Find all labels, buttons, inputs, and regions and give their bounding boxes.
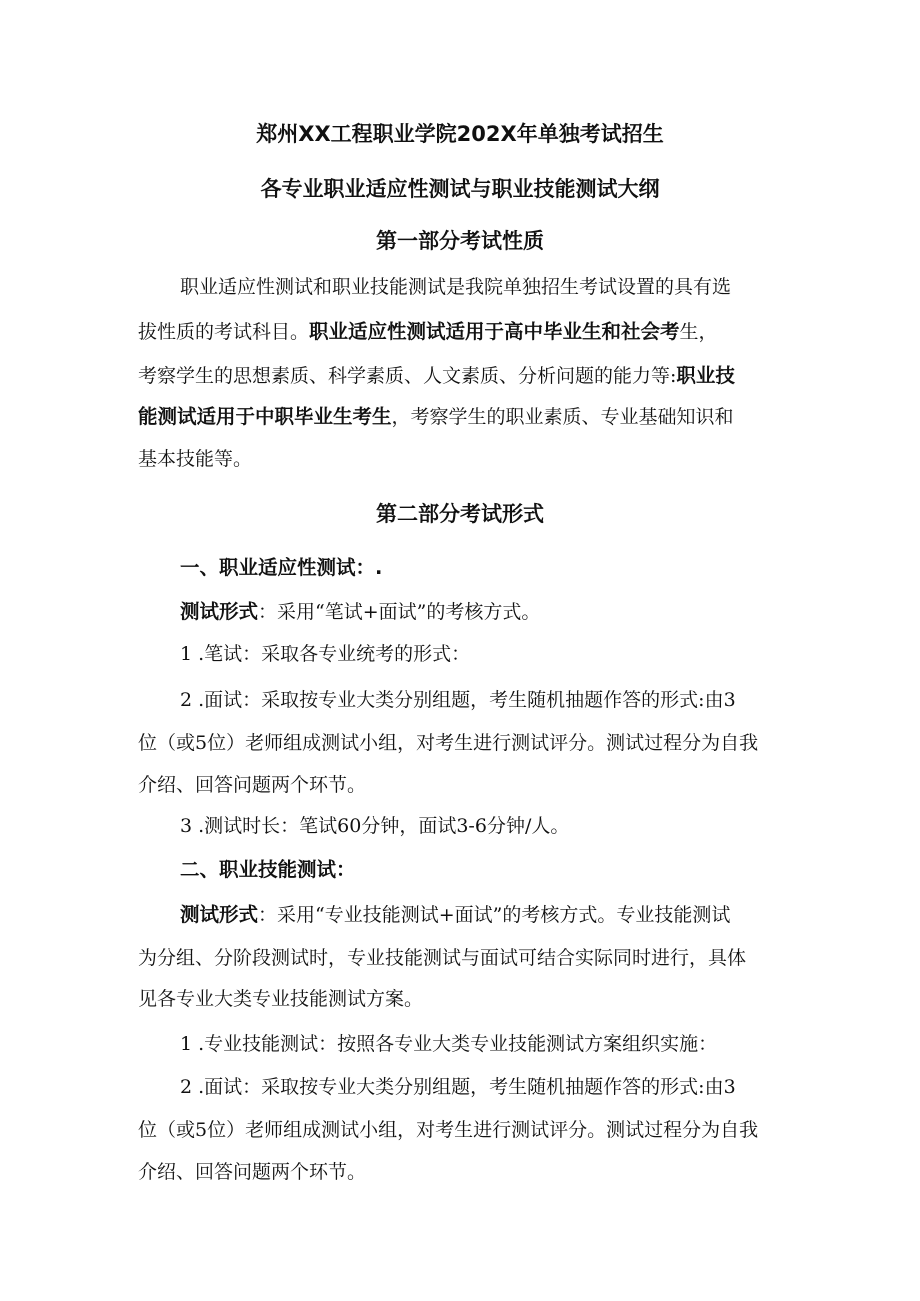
section2-heading: 二、职业技能测试： [180, 858, 356, 881]
part1-line3-emphasis: 职业技 [676, 364, 735, 387]
section2-item2-line1: 2 .面试：采取按专业大类分别组题，考生随机抽题作答的形式:由3 [180, 1076, 736, 1098]
part1-line2-text: 拔性质的考试科目。 [138, 321, 310, 343]
section1-item2-line3: 介绍、回答问题两个环节。 [138, 774, 367, 796]
document-title-line2: 各专业职业适应性测试与职业技能测试大纲 [260, 177, 660, 201]
part1-line3-text: 考察学生的思想素质、科学素质、人文素质、分析问题的能力等: [138, 365, 677, 387]
section1-form-text: ：采用“笔试+面试”的考核方式。 [258, 601, 541, 623]
section2-form-label: 测试形式 [180, 903, 259, 926]
section1-item1: 1 .笔试：采取各专业统考的形式： [180, 643, 471, 665]
part1-line2-emphasis: 职业适应性测试适用于高中毕业生和社会考 [309, 320, 680, 343]
section1-form-line [180, 600, 540, 624]
section2-form-line2: 为分组、分阶段测试时，专业技能测试与面试可结合实际同时进行，具体 [138, 947, 747, 969]
section1-item3: 3 .测试时长：笔试60分钟，面试3-6分钟/人。 [180, 815, 570, 837]
part1-paragraph-line5: 基本技能等。 [138, 448, 253, 470]
section1-item2-line1: 2 .面试：采取按专业大类分别组题，考生随机抽题作答的形式:由3 [180, 689, 736, 711]
section2-form-line3: 见各专业大类专业技能测试方案。 [138, 988, 424, 1010]
section2-item2-line3: 介绍、回答问题两个环节。 [138, 1161, 367, 1183]
part1-paragraph-line2 [138, 320, 718, 344]
part1-line4-text: ，考察学生的职业素质、专业基础知识和 [391, 406, 734, 428]
part1-heading: 第一部分考试性质 [376, 229, 544, 253]
section2-item1: 1 .专业技能测试：按照各专业大类专业技能测试方案组织实施： [180, 1033, 718, 1055]
document-title-line1: 郑州XX工程职业学院202X年单独考试招生 [256, 122, 664, 146]
section1-item2-line2: 位（或5位）老师组成测试小组，对考生进行测试评分。测试过程分为自我 [138, 732, 759, 754]
part1-paragraph-line4 [138, 405, 734, 429]
part1-paragraph-line3 [138, 364, 735, 388]
section2-item2-line2: 位（或5位）老师组成测试小组，对考生进行测试评分。测试过程分为自我 [138, 1119, 759, 1141]
section1-heading: 一、职业适应性测试：. [180, 556, 383, 579]
part1-line4-emphasis: 能测试适用于中职毕业生考生 [138, 405, 392, 428]
section2-form-text: ：采用“专业技能测试+面试”的考核方式。专业技能测试 [258, 904, 731, 926]
part1-paragraph-line1: 职业适应性测试和职业技能测试是我院单独招生考试设置的具有选 [180, 276, 732, 298]
section1-form-label: 测试形式 [180, 600, 259, 623]
part2-heading: 第二部分考试形式 [376, 502, 544, 526]
part1-line2-tail: 生， [679, 321, 718, 343]
section2-form-line [180, 903, 730, 927]
